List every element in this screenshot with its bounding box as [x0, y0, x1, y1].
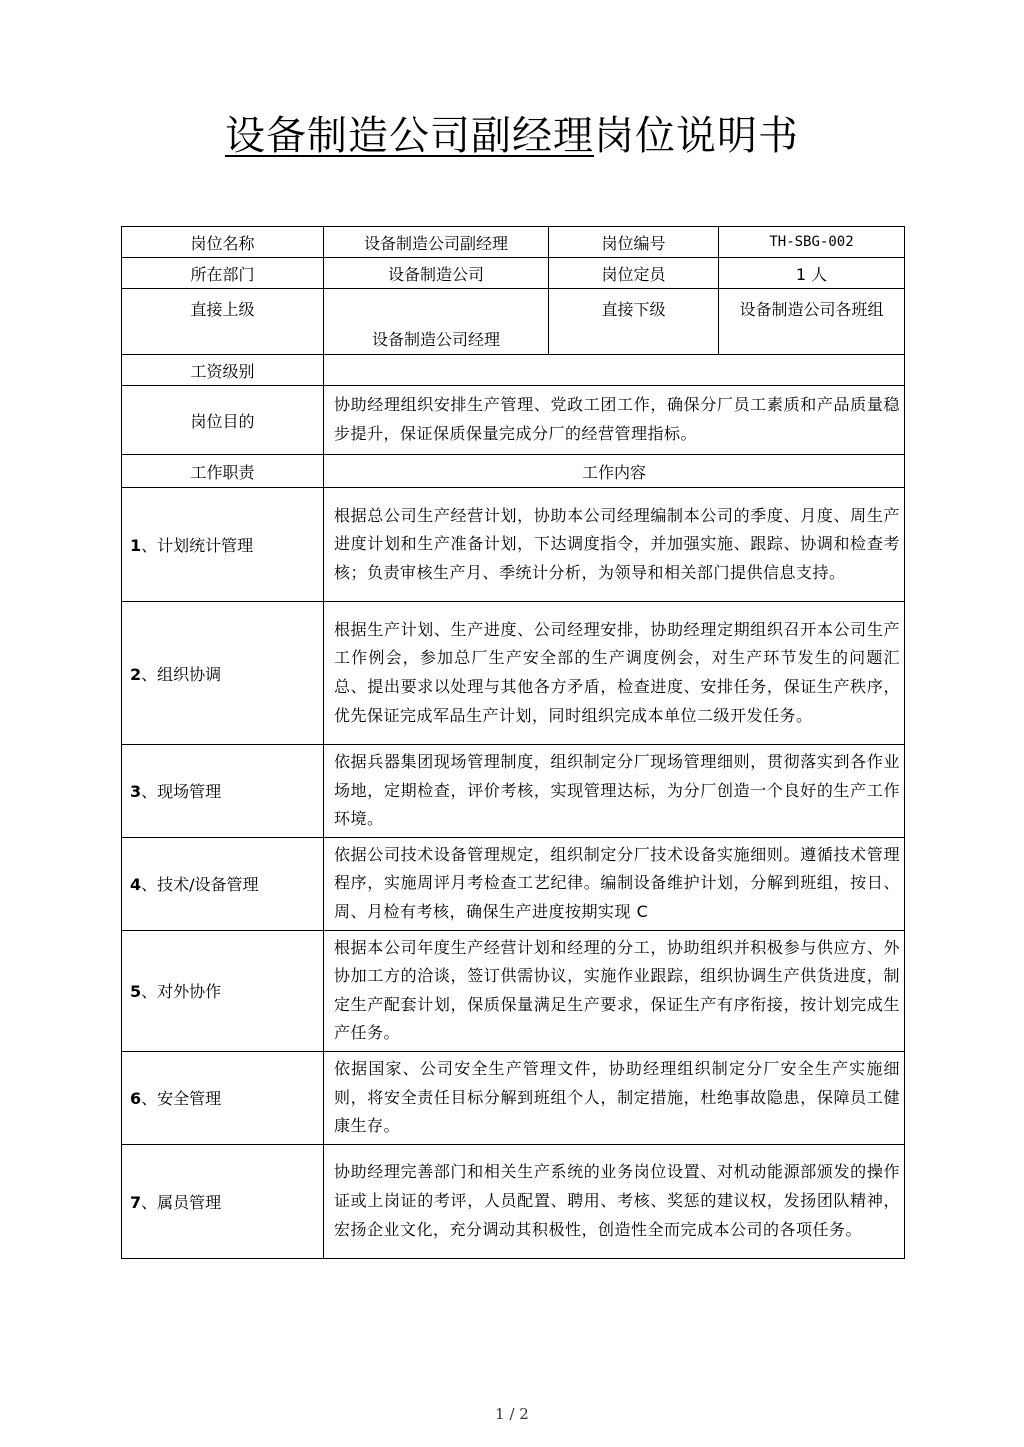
post-name-label: 岗位名称 — [122, 227, 324, 258]
duty-number: 3 — [130, 782, 142, 802]
duty-rows — [122, 488, 905, 1259]
duty-name — [122, 488, 324, 602]
duty-title: 计划统计管理 — [157, 536, 254, 555]
duty-number: 5 — [130, 982, 142, 1002]
duty-title: 属员管理 — [157, 1192, 222, 1212]
dept-label: 所在部门 — [122, 258, 324, 289]
duty-name — [122, 602, 324, 745]
duty-title: 对外协作 — [157, 982, 222, 1002]
duty-row — [122, 930, 905, 1051]
duty-title: 现场管理 — [157, 782, 222, 802]
quota-value: 1 人 — [719, 258, 905, 289]
duty-number: 2 — [130, 664, 142, 684]
content-column-header: 工作内容 — [324, 455, 905, 488]
page-number: 1 / 2 — [495, 1405, 529, 1423]
duty-separator: 、 — [141, 982, 158, 1002]
duty-content: 根据生产计划、生产进度、公司经理安排，协助经理定期组织召开本公司生产工作例会，参加总厂生产安全部的生产调度例会，对生产环节发生的问题汇总、提出要求以处理与其他各方矛盾，检查进度、安排任务，保证生产秩序，优先保证完成军品生产计划，同时组织完成本单位二级开发任务。 — [324, 602, 905, 745]
duty-number: 4 — [130, 875, 142, 895]
post-no-value: TH-SBG-002 — [719, 227, 905, 258]
duty-row — [122, 602, 905, 745]
page-title — [0, 110, 1024, 162]
job-description-table — [121, 226, 905, 1259]
duty-separator: 、 — [141, 782, 158, 802]
post-name-value: 设备制造公司副经理 — [324, 227, 549, 258]
duty-name — [122, 1051, 324, 1144]
page-title-underlined: 设备制造公司副经理 — [225, 113, 594, 159]
duty-separator: 、 — [141, 1089, 158, 1109]
duty-row — [122, 745, 905, 838]
quota-label: 岗位定员 — [549, 258, 719, 289]
duty-content: 协助经理完善部门和相关生产系统的业务岗位设置、对机动能源部颁发的操作证或上岗证的考评，人员配置、聘用、考核、奖惩的建议权，发扬团队精神，宏扬企业文化，充分调动其积极性，创造性全而完成本公司的各项任务。 — [324, 1144, 905, 1258]
duty-separator: 、 — [141, 664, 158, 684]
duty-column-header: 工作职责 — [122, 455, 324, 488]
salary-value — [324, 355, 905, 386]
duty-number: 6 — [130, 1089, 142, 1109]
duty-name — [122, 745, 324, 838]
duty-name — [122, 1144, 324, 1258]
page-title-rest: 岗位说明书 — [594, 113, 799, 159]
duty-row — [122, 488, 905, 602]
duty-row — [122, 1051, 905, 1144]
duty-name — [122, 837, 324, 930]
duty-content: 根据本公司年度生产经营计划和经理的分工，协助组织并积极参与供应方、外协加工方的洽谈，签订供需协议，实施作业跟踪，组织协调生产供货进度，制定生产配套计划，保质保量满足生产要求，保证生产有序衔接，按计划完成生产任务。 — [324, 930, 905, 1051]
duty-content: 根据总公司生产经营计划，协助本公司经理编制本公司的季度、月度、周生产进度计划和生产准备计划，下达调度指令，并加强实施、跟踪、协调和检查考核；负责审核生产月、季统计分析，为领导和相关部门提供信息支持。 — [324, 488, 905, 602]
duty-row — [122, 1144, 905, 1258]
purpose-value: 协助经理组织安排生产管理、党政工团工作，确保分厂员工素质和产品质量稳步提升，保证保质保量完成分厂的经营管理指标。 — [324, 386, 905, 455]
duty-title: 技术/设备管理 — [157, 875, 259, 895]
duty-name — [122, 930, 324, 1051]
subordinate-label: 直接下级 — [549, 289, 719, 355]
duty-title: 安全管理 — [157, 1089, 222, 1109]
duty-separator: 、 — [141, 536, 158, 555]
superior-value: 设备制造公司经理 — [324, 289, 549, 355]
duty-content: 依据国家、公司安全生产管理文件，协助经理组织制定分厂安全生产实施细则，将安全责任目标分解到班组个人，制定措施，杜绝事故隐患，保障员工健康生存。 — [324, 1051, 905, 1144]
post-no-label: 岗位编号 — [549, 227, 719, 258]
duty-number: 7 — [130, 1192, 142, 1212]
purpose-label: 岗位目的 — [122, 386, 324, 455]
salary-label: 工资级别 — [122, 355, 324, 386]
duty-content: 依据公司技术设备管理规定，组织制定分厂技术设备实施细则。遵循技术管理程序，实施周评月考检查工艺纪律。编制设备维护计划，分解到班组，按日、周、月检有考核，确保生产进度按期实现 C — [324, 837, 905, 930]
duty-number: 1 — [130, 536, 142, 555]
duty-separator: 、 — [141, 875, 158, 895]
subordinate-value: 设备制造公司各班组 — [719, 289, 905, 355]
duty-separator: 、 — [141, 1192, 158, 1212]
dept-value: 设备制造公司 — [324, 258, 549, 289]
duty-content: 依据兵器集团现场管理制度，组织制定分厂现场管理细则，贯彻落实到各作业场地，定期检查，评价考核，实现管理达标，为分厂创造一个良好的生产工作环境。 — [324, 745, 905, 838]
duty-row — [122, 837, 905, 930]
duty-title: 组织协调 — [157, 664, 222, 684]
superior-label: 直接上级 — [122, 289, 324, 355]
